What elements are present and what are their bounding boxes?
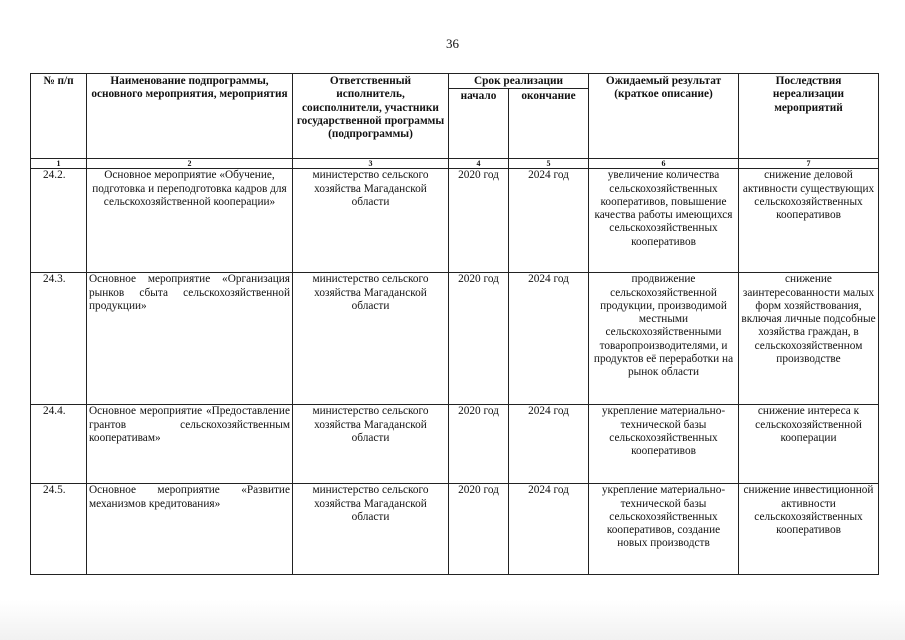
executor: министерство сельского хозяйства Магаданской области: [293, 484, 449, 575]
page-number: 36: [446, 36, 459, 51]
start-year: 2020 год: [449, 273, 509, 405]
start-year: 2020 год: [449, 484, 509, 575]
expected-result: укрепление материально-технической базы сельскохозяйственных кооперативов, создание новых производств: [589, 484, 739, 575]
end-year: 2024 год: [509, 484, 589, 575]
header-name: Наименование подпрограммы, основного мероприятия, мероприятия: [87, 74, 293, 159]
row-number: 24.4.: [31, 405, 87, 484]
table-row: [31, 484, 879, 575]
expected-result: укрепление материально-технической базы сельскохозяйственных кооперативов: [589, 405, 739, 484]
header-start: начало: [449, 89, 509, 159]
table-row: [31, 169, 879, 273]
header-num: № п/п: [31, 74, 87, 159]
measure-name: Основное мероприятие «Организация рынков сбыта сельскохозяйственной продукции»: [87, 273, 293, 405]
start-year: 2020 год: [449, 405, 509, 484]
table-row: [31, 273, 879, 405]
expected-result: увеличение количества сельскохозяйственных кооперативов, повышение качества работы имеющихся сельскохозяйственных кооперативов: [589, 169, 739, 273]
expected-result: продвижение сельскохозяйственной продукции, производимой местными сельскохозяйственными товаропроизводителями, и продуктов её переработки на рынок области: [589, 273, 739, 405]
measure-name: Основное мероприятие «Обучение, подготовка и переподготовка кадров для сельскохозяйственной кооперации»: [87, 169, 293, 273]
measure-name: Основное мероприятие «Предоставление грантов сельскохозяйственным кооперативам»: [87, 405, 293, 484]
header-result: Ожидаемый результат (краткое описание): [589, 74, 739, 159]
col-number: 6: [589, 159, 739, 169]
col-number: 7: [739, 159, 879, 169]
header-executor: Ответственный исполнитель, соисполнители, участники государственной программы (подпрограммы): [293, 74, 449, 159]
row-number: 24.5.: [31, 484, 87, 575]
col-number: 5: [509, 159, 589, 169]
consequences: снижение заинтересованности малых форм хозяйствования, включая личные подсобные хозяйства граждан, в сельскохозяйственном производстве: [739, 273, 879, 405]
header-term: Срок реализации: [449, 74, 589, 89]
measure-name: Основное мероприятие «Развитие механизмов кредитования»: [87, 484, 293, 575]
start-year: 2020 год: [449, 169, 509, 273]
col-number: 3: [293, 159, 449, 169]
end-year: 2024 год: [509, 405, 589, 484]
table-row: [31, 405, 879, 484]
col-number: 4: [449, 159, 509, 169]
program-measures-table: [30, 73, 879, 575]
col-number: 2: [87, 159, 293, 169]
executor: министерство сельского хозяйства Магаданской области: [293, 405, 449, 484]
scan-shadow: [0, 600, 905, 640]
consequences: снижение деловой активности существующих сельскохозяйственных кооперативов: [739, 169, 879, 273]
row-number: 24.2.: [31, 169, 87, 273]
header-consequences: Последствия нереализации мероприятий: [739, 74, 879, 159]
executor: министерство сельского хозяйства Магаданской области: [293, 273, 449, 405]
consequences: снижение интереса к сельскохозяйственной кооперации: [739, 405, 879, 484]
executor: министерство сельского хозяйства Магаданской области: [293, 169, 449, 273]
header-end: окончание: [509, 89, 589, 159]
col-number: 1: [31, 159, 87, 169]
row-number: 24.3.: [31, 273, 87, 405]
end-year: 2024 год: [509, 273, 589, 405]
end-year: 2024 год: [509, 169, 589, 273]
consequences: снижение инвестиционной активности сельскохозяйственных кооперативов: [739, 484, 879, 575]
